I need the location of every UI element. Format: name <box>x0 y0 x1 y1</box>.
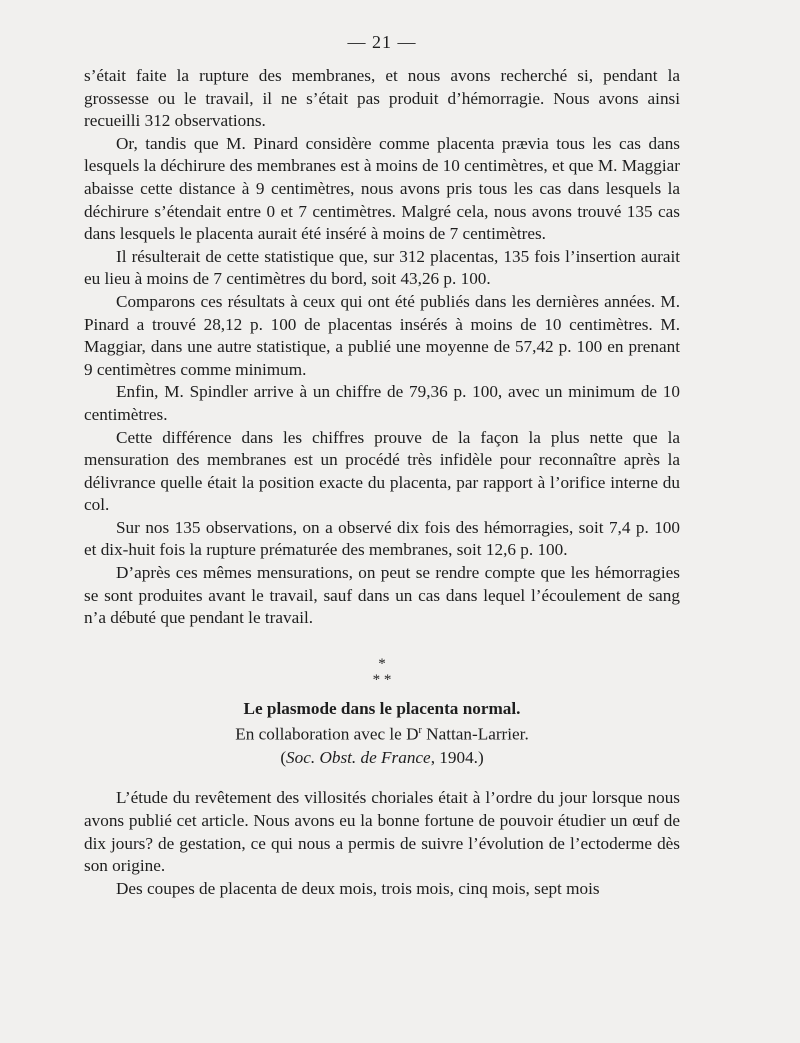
article-collaboration <box>84 720 680 746</box>
collab-name: Nattan-Larrier. <box>421 725 529 745</box>
paragraph-pinard-maggiar: Or, tandis que M. Pinard considère comme placenta prævia tous les cas dans lesquels la déchirure des membranes est à moins de 10 centimètres, et que M. Maggiar abaisse cette distance à 9 centimètres, nous avons pris tous les cas dans lesquels la déchirure s’étendait entre 0 et 7 centimètres. Malgré cela, nous avons trouvé 135 cas dans lesquels le placenta aurait été inséré à moins de 7 centimètres. <box>84 133 680 244</box>
ref-open: ( <box>280 747 287 767</box>
article-reference <box>84 747 680 770</box>
article-paragraph-etude: L’étude du revêtement des villosités choriales était à l’ordre du jour lorsque nous avons publié cet article. Nous avons eu la bonne fortune de pouvoir étudier un œuf de dix jours? de gestation, ce qui nous a permis de suivre l’évolution de l’ectoderme dès son origine. <box>84 788 680 876</box>
paragraph-mensurations: D’après ces mêmes mensurations, on peut se rendre compte que les hémorragies se sont produites avant le travail, sauf dans un cas dans lequel l’écoulement de sang n’a débuté que pendant le travail. <box>84 563 680 628</box>
paragraph-comparaison: Comparons ces résultats à ceux qui ont été publiés dans les dernières années. M. Pinard a trouvé 28,12 p. 100 de placentas insérés à moins de 10 centimètres. M. Maggiar, dans une autre statistique, a publié une moyenne de 57,42 p. 100 en prenant 9 centimètres comme minimum. <box>84 291 680 379</box>
paragraph-statistique: Il résulterait de cette statistique que, sur 312 placentas, 135 fois l’insertion aurait eu lieu à moins de 7 centimètres du bord, soit 43,26 p. 100. <box>84 246 680 289</box>
article-paragraph-coupes: Des coupes de placenta de deux mois, trois mois, cinq mois, sept mois <box>116 878 600 898</box>
paragraph-observations: Sur nos 135 observations, on a observé dix fois des hémorragies, soit 7,4 p. 100 et dix-huit fois la rupture prématurée des membranes, soit 12,6 p. 100. <box>84 517 680 560</box>
paragraph-continuation: s’était faite la rupture des membranes, et nous avons recherché si, pendant la grossesse ou le travail, il ne s’était pas produit d’hémorragie. Nous avons ainsi recueilli 312 observations. <box>84 66 680 131</box>
paragraph-difference: Cette différence dans les chiffres prouve de la façon la plus nette que la mensuration des membranes est un procédé très infidèle pour reconnaître après la délivrance quelle était la position exacte du placenta, par rapport à l’orifice interne du col. <box>84 427 680 515</box>
paragraph-spindler: Enfin, M. Spindler arrive à un chiffre de 79,36 p. 100, avec un minimum de 10 centimètres. <box>84 382 680 424</box>
article-title: Le plasmode dans le placenta normal. <box>243 698 521 718</box>
separator-asterisk-top: * <box>378 655 386 672</box>
page-content <box>84 32 680 900</box>
collab-prefix: En collaboration avec le D <box>235 725 419 745</box>
separator-asterisk-bottom: * * <box>372 671 392 688</box>
ref-journal: Soc. Obst. de France <box>286 747 431 767</box>
collab-sup: r <box>418 725 422 737</box>
ref-year: , 1904.) <box>430 747 484 767</box>
page-number: — 21 — <box>347 32 417 52</box>
section-separator <box>84 656 680 688</box>
